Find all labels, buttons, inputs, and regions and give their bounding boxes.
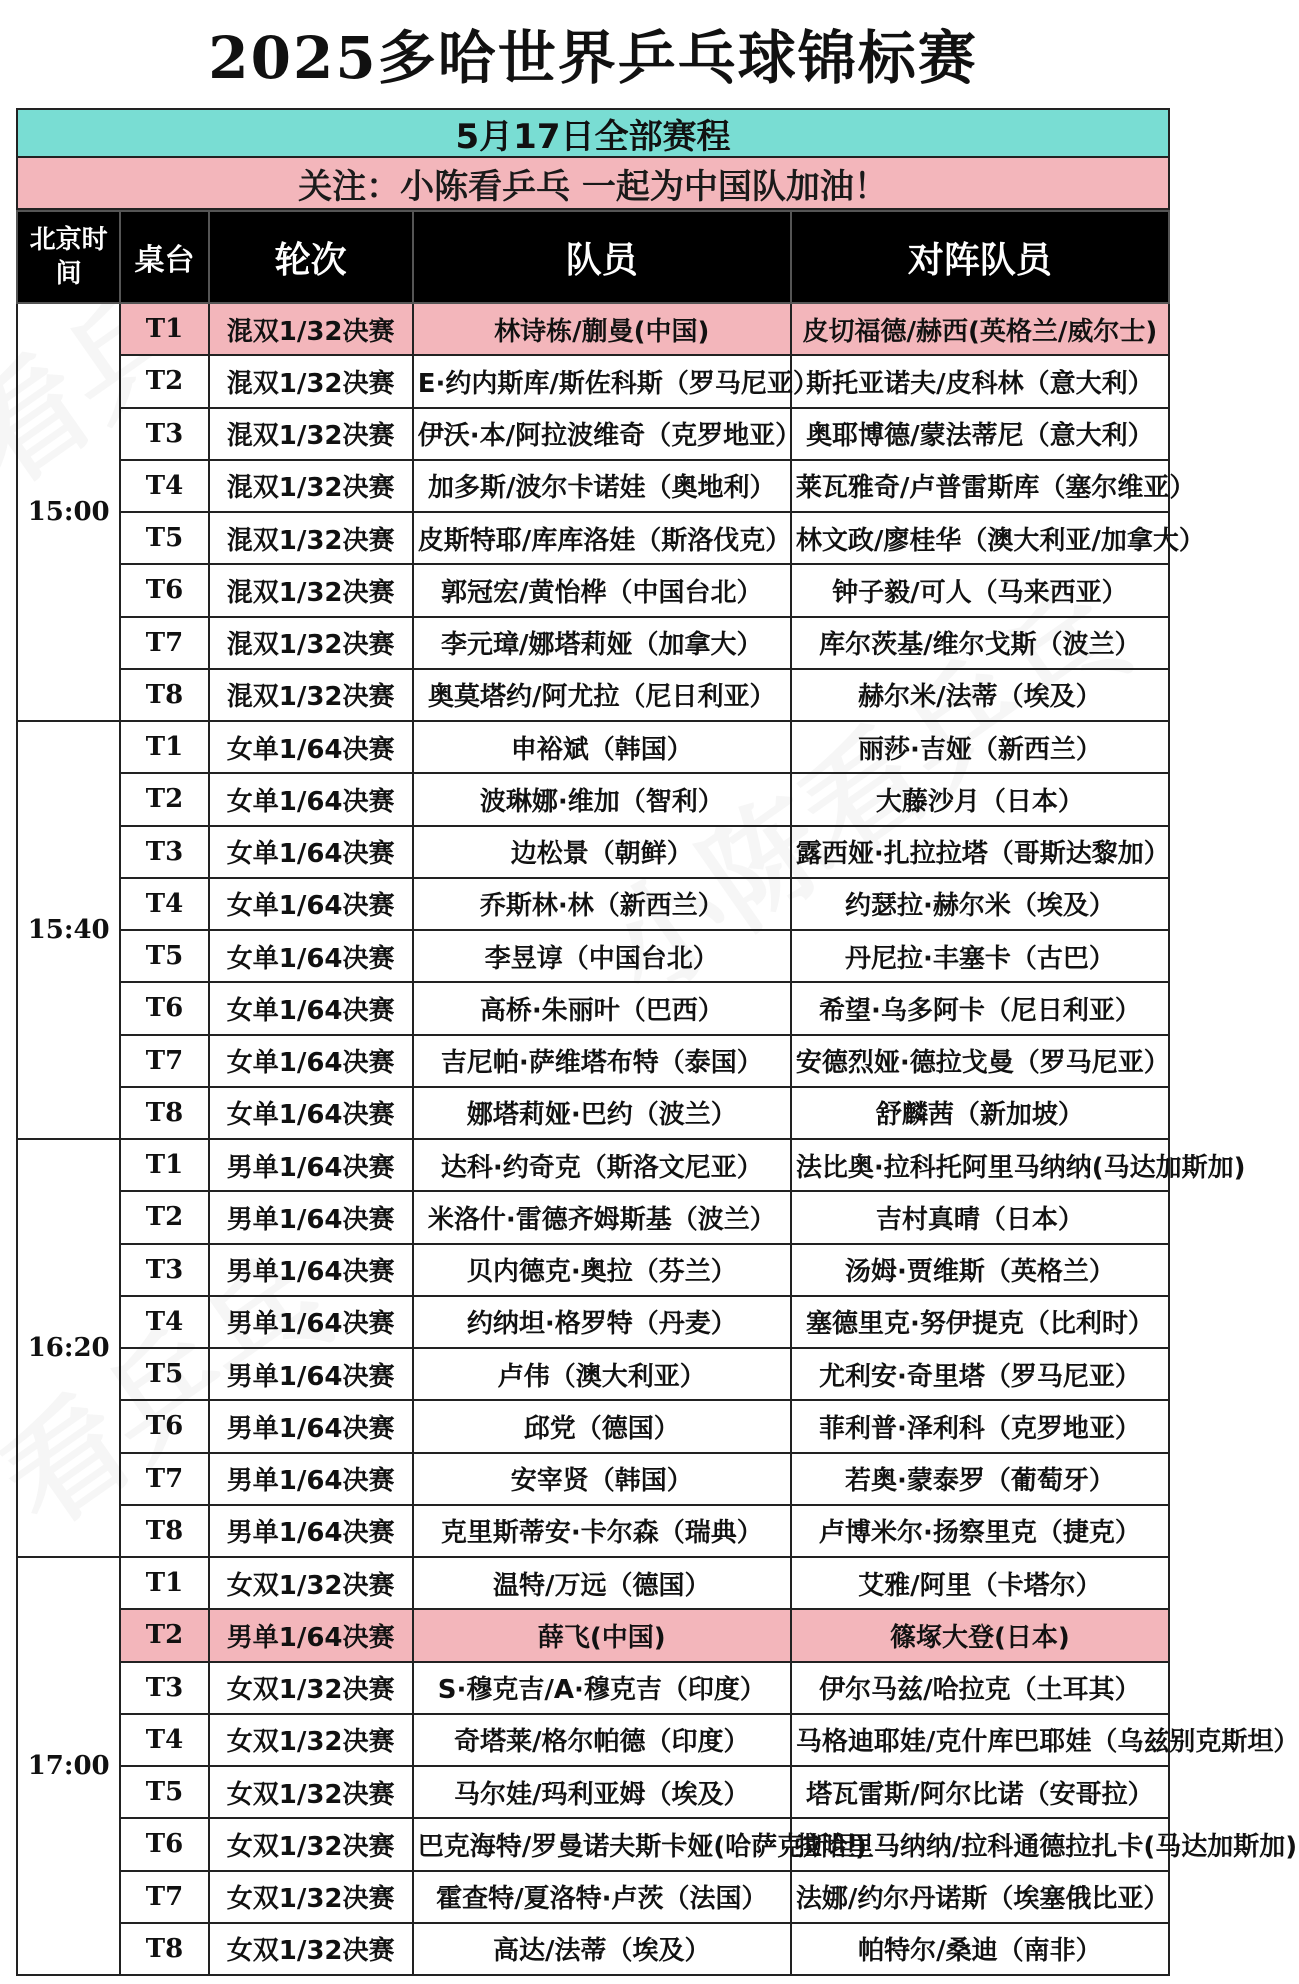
player-cell: 克里斯蒂安·卡尔森（瑞典）	[413, 1505, 791, 1557]
round-cell: 混双1/32决赛	[209, 408, 413, 460]
table-row	[17, 1453, 1169, 1505]
player-cell: 奥莫塔约/阿尤拉（尼日利亚）	[413, 669, 791, 721]
round-cell: 混双1/32决赛	[209, 303, 413, 355]
table-row	[17, 1244, 1169, 1296]
table-cell: T2	[120, 1609, 208, 1661]
table-cell: T4	[120, 1296, 208, 1348]
round-cell: 男单1/64决赛	[209, 1505, 413, 1557]
table-row	[17, 1191, 1169, 1243]
player-cell: 温特/万远（德国）	[413, 1557, 791, 1609]
opponent-cell: 林文政/廖桂华（澳大利亚/加拿大）	[791, 512, 1169, 564]
table-row	[17, 826, 1169, 878]
round-cell: 混双1/32决赛	[209, 617, 413, 669]
table-cell: T1	[120, 1557, 208, 1609]
table-cell: T8	[120, 1505, 208, 1557]
table-row	[17, 878, 1169, 930]
time-cell: 15:40	[17, 721, 120, 1139]
opponent-cell: 吉村真晴（日本）	[791, 1191, 1169, 1243]
player-cell: 奇塔莱/格尔帕德（印度）	[413, 1714, 791, 1766]
table-cell: T1	[120, 1139, 208, 1191]
player-cell: 安宰贤（韩国）	[413, 1453, 791, 1505]
round-cell: 男单1/64决赛	[209, 1139, 413, 1191]
opponent-cell: 菲利普·泽利科（克罗地亚）	[791, 1400, 1169, 1452]
round-cell: 女双1/32决赛	[209, 1714, 413, 1766]
player-cell: 吉尼帕·萨维塔布特（泰国）	[413, 1035, 791, 1087]
header-time: 北京时间	[17, 211, 120, 303]
round-cell: 女单1/64决赛	[209, 982, 413, 1034]
table-row	[17, 1766, 1169, 1818]
table-cell: T5	[120, 930, 208, 982]
opponent-cell: 伊尔马兹/哈拉克（土耳其）	[791, 1662, 1169, 1714]
round-cell: 混双1/32决赛	[209, 564, 413, 616]
table-row	[17, 1818, 1169, 1870]
player-cell: 申裕斌（韩国）	[413, 721, 791, 773]
round-cell: 女双1/32决赛	[209, 1557, 413, 1609]
opponent-cell: 安德烈娅·德拉戈曼（罗马尼亚）	[791, 1035, 1169, 1087]
table-cell: T6	[120, 1818, 208, 1870]
table-row	[17, 1609, 1169, 1661]
table-cell: T8	[120, 669, 208, 721]
header-opponent: 对阵队员	[791, 211, 1169, 303]
opponent-cell: 帕特尔/桑迪（南非）	[791, 1923, 1169, 1975]
opponent-cell: 塞德里克·努伊提克（比利时）	[791, 1296, 1169, 1348]
table-cell: T2	[120, 1191, 208, 1243]
player-cell: 高达/法蒂（埃及）	[413, 1923, 791, 1975]
table-row	[17, 982, 1169, 1034]
round-cell: 男单1/64决赛	[209, 1609, 413, 1661]
table-row	[17, 1505, 1169, 1557]
table-cell: T8	[120, 1087, 208, 1139]
player-cell: 伊沃·本/阿拉波维奇（克罗地亚）	[413, 408, 791, 460]
table-row	[17, 1662, 1169, 1714]
table-row	[17, 1871, 1169, 1923]
page-title: 2025多哈世界乒乓球锦标赛	[208, 24, 978, 92]
round-cell: 混双1/32决赛	[209, 460, 413, 512]
table-cell: T5	[120, 1348, 208, 1400]
table-cell: T2	[120, 355, 208, 407]
opponent-cell: 约瑟拉·赫尔米（埃及）	[791, 878, 1169, 930]
round-cell: 女单1/64决赛	[209, 930, 413, 982]
player-cell: 约纳坦·格罗特（丹麦）	[413, 1296, 791, 1348]
table-row	[17, 564, 1169, 616]
player-cell: 娜塔莉娅·巴约（波兰）	[413, 1087, 791, 1139]
round-cell: 男单1/64决赛	[209, 1296, 413, 1348]
opponent-cell: 皮切福德/赫西(英格兰/威尔士)	[791, 303, 1169, 355]
table-row	[17, 617, 1169, 669]
table-cell: T7	[120, 1453, 208, 1505]
opponent-cell: 马格迪耶娃/克什库巴耶娃（乌兹别克斯坦）	[791, 1714, 1169, 1766]
header-row	[17, 211, 1169, 303]
player-cell: 薛飞(中国)	[413, 1609, 791, 1661]
header-player: 队员	[413, 211, 791, 303]
opponent-cell: 莱瓦雅奇/卢普雷斯库（塞尔维亚）	[791, 460, 1169, 512]
round-cell: 混双1/32决赛	[209, 512, 413, 564]
table-row	[17, 1714, 1169, 1766]
date-banner: 5月17日全部赛程	[16, 108, 1170, 158]
table-cell: T4	[120, 1714, 208, 1766]
round-cell: 男单1/64决赛	[209, 1244, 413, 1296]
opponent-cell: 丽莎·吉娅（新西兰）	[791, 721, 1169, 773]
player-cell: 郭冠宏/黄怡桦（中国台北）	[413, 564, 791, 616]
table-row	[17, 1296, 1169, 1348]
opponent-cell: 赫尔米/法蒂（埃及）	[791, 669, 1169, 721]
table-cell: T1	[120, 303, 208, 355]
round-cell: 女单1/64决赛	[209, 721, 413, 773]
table-cell: T7	[120, 617, 208, 669]
opponent-cell: 若奥·蒙泰罗（葡萄牙）	[791, 1453, 1169, 1505]
table-row	[17, 1557, 1169, 1609]
player-cell: 林诗栋/蒯曼(中国)	[413, 303, 791, 355]
opponent-cell: 斯托亚诺夫/皮科林（意大利）	[791, 355, 1169, 407]
table-cell: T3	[120, 826, 208, 878]
opponent-cell: 露西娅·扎拉拉塔（哥斯达黎加）	[791, 826, 1169, 878]
opponent-cell: 尤利安·奇里塔（罗马尼亚）	[791, 1348, 1169, 1400]
follow-banner: 关注：小陈看乒乓 一起为中国队加油！	[16, 158, 1170, 210]
table-cell: T3	[120, 1662, 208, 1714]
time-cell: 15:00	[17, 303, 120, 721]
round-cell: 女双1/32决赛	[209, 1662, 413, 1714]
opponent-cell: 法比奥·拉科托阿里马纳纳(马达加斯加)	[791, 1139, 1169, 1191]
round-cell: 女单1/64决赛	[209, 1087, 413, 1139]
opponent-cell: 丹尼拉·丰塞卡（古巴）	[791, 930, 1169, 982]
opponent-cell: 舒麟茜（新加坡）	[791, 1087, 1169, 1139]
table-cell: T4	[120, 460, 208, 512]
round-cell: 女双1/32决赛	[209, 1871, 413, 1923]
table-cell: T5	[120, 512, 208, 564]
table-row	[17, 1923, 1169, 1975]
player-cell: 米洛什·雷德齐姆斯基（波兰）	[413, 1191, 791, 1243]
table-cell: T1	[120, 721, 208, 773]
player-cell: 霍查特/夏洛特·卢茨（法国）	[413, 1871, 791, 1923]
player-cell: 边松景（朝鲜）	[413, 826, 791, 878]
opponent-cell: 艾雅/阿里（卡塔尔）	[791, 1557, 1169, 1609]
table-cell: T7	[120, 1871, 208, 1923]
round-cell: 男单1/64决赛	[209, 1348, 413, 1400]
table-cell: T4	[120, 878, 208, 930]
round-cell: 女单1/64决赛	[209, 773, 413, 825]
table-row	[17, 669, 1169, 721]
round-cell: 男单1/64决赛	[209, 1453, 413, 1505]
header-round: 轮次	[209, 211, 413, 303]
round-cell: 女单1/64决赛	[209, 878, 413, 930]
table-cell: T3	[120, 408, 208, 460]
table-row	[17, 1035, 1169, 1087]
table-row	[17, 408, 1169, 460]
header-table: 桌台	[120, 211, 208, 303]
table-cell: T5	[120, 1766, 208, 1818]
table-row	[17, 930, 1169, 982]
round-cell: 女双1/32决赛	[209, 1818, 413, 1870]
player-cell: 巴克海特/罗曼诺夫斯卡娅(哈萨克斯坦)	[413, 1818, 791, 1870]
schedule-table	[16, 210, 1299, 1976]
table-cell: T7	[120, 1035, 208, 1087]
player-cell: 加多斯/波尔卡诺娃（奥地利）	[413, 460, 791, 512]
player-cell: 邱党（德国）	[413, 1400, 791, 1452]
player-cell: 贝内德克·奥拉（芬兰）	[413, 1244, 791, 1296]
time-cell: 17:00	[17, 1557, 120, 1975]
player-cell: 皮斯特耶/库库洛娃（斯洛伐克）	[413, 512, 791, 564]
table-cell: T6	[120, 982, 208, 1034]
table-row	[17, 773, 1169, 825]
player-cell: 卢伟（澳大利亚）	[413, 1348, 791, 1400]
table-cell: T2	[120, 773, 208, 825]
table-row	[17, 1400, 1169, 1452]
table-row	[17, 355, 1169, 407]
opponent-cell: 希望·乌多阿卡（尼日利亚）	[791, 982, 1169, 1034]
round-cell: 女单1/64决赛	[209, 1035, 413, 1087]
table-row	[17, 1348, 1169, 1400]
player-cell: S·穆克吉/A·穆克吉（印度）	[413, 1662, 791, 1714]
opponent-cell: 钟子毅/可人（马来西亚）	[791, 564, 1169, 616]
time-cell: 16:20	[17, 1139, 120, 1557]
opponent-cell: 法娜/约尔丹诺斯（埃塞俄比亚）	[791, 1871, 1169, 1923]
player-cell: 波琳娜·维加（智利）	[413, 773, 791, 825]
table-row	[17, 303, 1169, 355]
opponent-cell: 塔瓦雷斯/阿尔比诺（安哥拉）	[791, 1766, 1169, 1818]
table-cell: T3	[120, 1244, 208, 1296]
table-cell: T6	[120, 1400, 208, 1452]
player-cell: 李元璋/娜塔莉娅（加拿大）	[413, 617, 791, 669]
player-cell: 达科·约奇克（斯洛文尼亚）	[413, 1139, 791, 1191]
table-cell: T6	[120, 564, 208, 616]
opponent-cell: 大藤沙月（日本）	[791, 773, 1169, 825]
round-cell: 女双1/32决赛	[209, 1766, 413, 1818]
opponent-cell: 卢博米尔·扬察里克（捷克）	[791, 1505, 1169, 1557]
table-row	[17, 721, 1169, 773]
table-row	[17, 1139, 1169, 1191]
table-row	[17, 1087, 1169, 1139]
round-cell: 女双1/32决赛	[209, 1923, 413, 1975]
opponent-cell: 篠塚大登(日本)	[791, 1609, 1169, 1661]
round-cell: 混双1/32决赛	[209, 355, 413, 407]
round-cell: 女单1/64决赛	[209, 826, 413, 878]
round-cell: 混双1/32决赛	[209, 669, 413, 721]
opponent-cell: 拉哈里马纳纳/拉科通德拉扎卡(马达加斯加)	[791, 1818, 1169, 1870]
player-cell: 马尔娃/玛利亚姆（埃及）	[413, 1766, 791, 1818]
round-cell: 男单1/64决赛	[209, 1400, 413, 1452]
opponent-cell: 奥耶博德/蒙法蒂尼（意大利）	[791, 408, 1169, 460]
player-cell: 乔斯林·林（新西兰）	[413, 878, 791, 930]
table-cell: T8	[120, 1923, 208, 1975]
player-cell: 高桥·朱丽叶（巴西）	[413, 982, 791, 1034]
opponent-cell: 库尔茨基/维尔戈斯（波兰）	[791, 617, 1169, 669]
opponent-cell: 汤姆·贾维斯（英格兰）	[791, 1244, 1169, 1296]
table-row	[17, 512, 1169, 564]
round-cell: 男单1/64决赛	[209, 1191, 413, 1243]
player-cell: E·约内斯库/斯佐科斯（罗马尼亚）	[413, 355, 791, 407]
player-cell: 李昱谆（中国台北）	[413, 930, 791, 982]
table-row	[17, 460, 1169, 512]
